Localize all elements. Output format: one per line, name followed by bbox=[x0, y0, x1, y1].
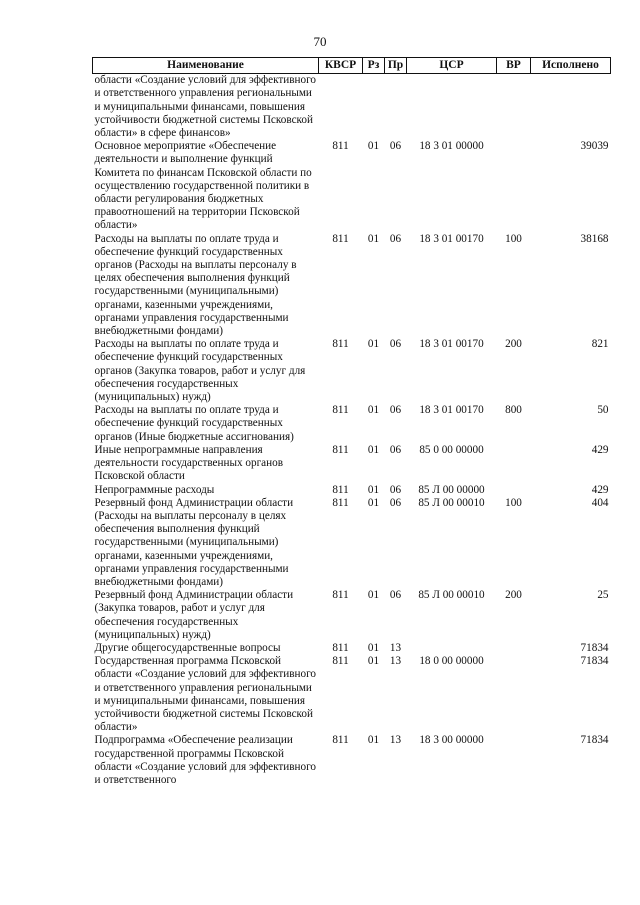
row-kvsr bbox=[319, 74, 363, 141]
row-kvsr: 811 bbox=[332, 641, 349, 654]
row-vr: 200 bbox=[505, 589, 522, 602]
row-csr: 85 Л 00 00010 bbox=[418, 496, 485, 509]
row-rz: 01 bbox=[367, 589, 380, 602]
row-executed: 71834 bbox=[580, 641, 609, 654]
row-rz: 01 bbox=[367, 496, 380, 509]
table-row bbox=[93, 74, 611, 141]
table-row bbox=[93, 655, 611, 734]
row-pr: 06 bbox=[389, 496, 402, 509]
row-executed bbox=[531, 74, 611, 141]
row-executed: 38168 bbox=[580, 232, 609, 245]
table-row bbox=[93, 497, 611, 589]
row-rz: 01 bbox=[367, 443, 380, 456]
row-csr: 18 3 01 00000 bbox=[419, 140, 484, 153]
row-name: Резервный фонд Администрации области (Закупка товаров, работ и услуг для обеспечения государственных (муниципальных) нужд) bbox=[94, 589, 294, 641]
budget-table bbox=[92, 57, 611, 787]
row-name: Расходы на выплаты по оплате труда и обеспечение функций государственных органов (Расходы на выплаты персоналу в целях обеспечения выполнения функций государственными (муниципальными) органами, казенными учреждениями, органами управления государственными внебюджетными фондами) bbox=[94, 232, 297, 338]
table-row bbox=[93, 140, 611, 232]
row-csr: 18 3 00 00000 bbox=[419, 734, 484, 747]
row-name: Иные непрограммные направления деятельности государственных органов Псковской области bbox=[94, 443, 284, 483]
row-kvsr: 811 bbox=[332, 338, 349, 351]
row-vr: 100 bbox=[505, 232, 522, 245]
row-pr: 13 bbox=[389, 655, 402, 668]
table-row bbox=[93, 734, 611, 787]
row-vr bbox=[497, 734, 531, 787]
row-name: Другие общегосударственные вопросы bbox=[94, 641, 281, 654]
header-name: Наименование bbox=[93, 58, 319, 74]
header-vr: ВР bbox=[497, 58, 531, 74]
table-body bbox=[93, 74, 611, 787]
row-executed: 25 bbox=[597, 589, 609, 602]
row-pr: 06 bbox=[389, 404, 402, 417]
row-kvsr: 811 bbox=[332, 404, 349, 417]
row-csr: 85 Л 00 00000 bbox=[418, 483, 485, 496]
row-kvsr: 811 bbox=[332, 483, 349, 496]
row-executed: 429 bbox=[591, 443, 609, 456]
row-kvsr: 811 bbox=[332, 496, 349, 509]
table-row bbox=[93, 404, 611, 444]
row-vr bbox=[497, 140, 531, 232]
table-row bbox=[93, 233, 611, 339]
row-pr: 06 bbox=[389, 140, 402, 153]
table-row bbox=[93, 484, 611, 497]
row-csr: 18 3 01 00170 bbox=[419, 404, 484, 417]
header-pr: Пр bbox=[385, 58, 407, 74]
row-name: Подпрограмма «Обеспечение реализации государственной программы Псковской области «Создание условий для эффективного и ответственного bbox=[94, 734, 317, 786]
header-kvsr: КВСР bbox=[319, 58, 363, 74]
row-pr bbox=[385, 74, 407, 141]
row-pr: 06 bbox=[389, 483, 402, 496]
table-row bbox=[93, 589, 611, 642]
row-pr: 06 bbox=[389, 338, 402, 351]
row-vr bbox=[497, 655, 531, 734]
row-executed: 429 bbox=[591, 483, 609, 496]
row-name: Государственная программа Псковской области «Создание условий для эффективного и ответственного управления региональными и муниципальными финансами, повышения устойчивости бюджетной системы Псковской области» bbox=[94, 655, 317, 734]
row-rz: 01 bbox=[367, 140, 380, 153]
row-kvsr: 811 bbox=[332, 232, 349, 245]
row-csr: 18 0 00 00000 bbox=[419, 655, 484, 668]
row-kvsr: 811 bbox=[332, 734, 349, 747]
row-vr: 800 bbox=[505, 404, 522, 417]
row-vr bbox=[497, 484, 531, 497]
row-vr bbox=[497, 642, 531, 655]
row-pr: 13 bbox=[389, 734, 402, 747]
row-csr bbox=[407, 74, 497, 141]
row-rz: 01 bbox=[367, 734, 380, 747]
row-kvsr: 811 bbox=[332, 140, 349, 153]
row-executed: 71834 bbox=[580, 734, 609, 747]
row-name: Резервный фонд Администрации области (Расходы на выплаты персоналу в целях обеспечения выполнения функций государственными (муниципальными) органами, казенными учреждениями, органами управления государственными внебюджетными фондами) bbox=[94, 496, 294, 588]
row-pr: 06 bbox=[389, 443, 402, 456]
row-csr: 85 0 00 00000 bbox=[419, 443, 484, 456]
row-rz: 01 bbox=[367, 483, 380, 496]
row-pr: 06 bbox=[389, 232, 402, 245]
row-rz bbox=[363, 74, 385, 141]
row-csr: 85 Л 00 00010 bbox=[418, 589, 485, 602]
row-name: области «Создание условий для эффективного и ответственного управления региональными и муниципальными финансами, повышения устойчивости бюджетной системы Псковской области» в сфере финансов» bbox=[94, 74, 317, 140]
row-name: Расходы на выплаты по оплате труда и обеспечение функций государственных органов (Иные бюджетные ассигнования) bbox=[94, 404, 294, 443]
row-vr bbox=[497, 444, 531, 484]
row-kvsr: 811 bbox=[332, 589, 349, 602]
header-csr: ЦСР bbox=[407, 58, 497, 74]
row-executed: 39039 bbox=[580, 140, 609, 153]
row-csr: 18 3 01 00170 bbox=[419, 338, 484, 351]
row-kvsr: 811 bbox=[332, 655, 349, 668]
row-name: Расходы на выплаты по оплате труда и обеспечение функций государственных органов (Закупка товаров, работ и услуг для обеспечения государственных (муниципальных) нужд) bbox=[94, 338, 306, 404]
row-vr: 200 bbox=[505, 338, 522, 351]
row-rz: 01 bbox=[367, 641, 380, 654]
row-executed: 821 bbox=[591, 338, 609, 351]
row-rz: 01 bbox=[367, 404, 380, 417]
table-row bbox=[93, 642, 611, 655]
row-executed: 50 bbox=[597, 404, 609, 417]
row-csr bbox=[407, 642, 497, 655]
row-pr: 13 bbox=[389, 641, 402, 654]
row-csr: 18 3 01 00170 bbox=[419, 232, 484, 245]
row-rz: 01 bbox=[367, 232, 380, 245]
row-kvsr: 811 bbox=[332, 443, 349, 456]
header-rz: Рз bbox=[363, 58, 385, 74]
row-name: Непрограммные расходы bbox=[94, 483, 215, 496]
header-row bbox=[93, 58, 611, 74]
row-rz: 01 bbox=[367, 655, 380, 668]
row-name: Основное мероприятие «Обеспечение деятельности и выполнение функций Комитета по финансам Псковской области по осуществлению государственной политики в области регулирования бюджетных правоотношений на территории Псковской области» bbox=[94, 140, 312, 232]
row-rz: 01 bbox=[367, 338, 380, 351]
row-vr bbox=[497, 74, 531, 141]
header-executed: Исполнено bbox=[531, 58, 611, 74]
page-number: 70 bbox=[313, 34, 327, 49]
row-pr: 06 bbox=[389, 589, 402, 602]
row-vr: 100 bbox=[505, 496, 522, 509]
table-row bbox=[93, 338, 611, 404]
row-executed: 71834 bbox=[580, 655, 609, 668]
row-executed: 404 bbox=[591, 496, 609, 509]
table-row bbox=[93, 444, 611, 484]
